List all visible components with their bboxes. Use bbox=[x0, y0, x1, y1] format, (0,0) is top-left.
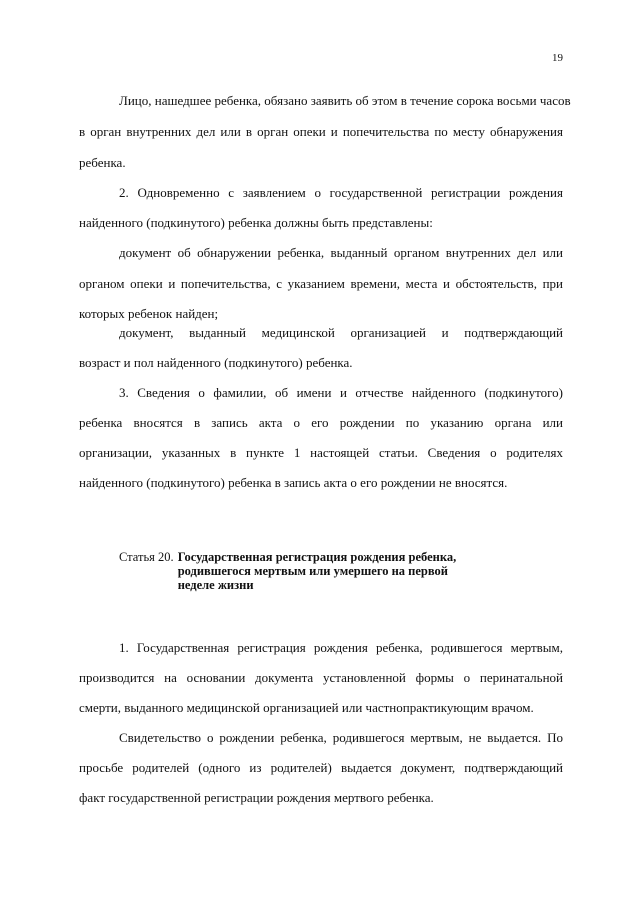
text-line: производится на основании документа установленной формы о перинатальной bbox=[79, 670, 563, 685]
article-number: Статья 20. bbox=[119, 550, 174, 564]
text-line: Свидетельство о рождении ребенка, родившегося мертвым, не выдается. По bbox=[119, 730, 563, 745]
article-title-line: Государственная регистрация рождения ребенка, bbox=[177, 550, 457, 564]
text-line: которых ребенок найден; bbox=[79, 306, 219, 321]
text-line: найденного (подкинутого) ребенка в запись акта о его рождении не вносятся. bbox=[79, 475, 508, 490]
article-title-line: неделе жизни bbox=[177, 578, 254, 592]
article-title-line: родившегося мертвым или умершего на первой bbox=[177, 564, 448, 578]
article-heading bbox=[119, 550, 456, 592]
text-line: факт государственной регистрации рождения мертвого ребенка. bbox=[79, 790, 434, 805]
text-line: возраст и пол найденного (подкинутого) ребенка. bbox=[79, 355, 353, 370]
text-line: органом опеки и попечительства, с указанием времени, места и обстоятельств, при bbox=[79, 276, 563, 291]
text-line: в орган внутренних дел или в орган опеки и попечительства по месту обнаружения bbox=[79, 124, 563, 139]
text-line: 1. Государственная регистрация рождения ребенка, родившегося мертвым, bbox=[119, 640, 563, 655]
text-line: документ об обнаружении ребенка, выданный органом внутренних дел или bbox=[119, 245, 563, 260]
text-line: найденного (подкинутого) ребенка должны быть представлены: bbox=[79, 215, 433, 230]
article-title bbox=[178, 550, 457, 592]
page-number: 19 bbox=[552, 52, 563, 64]
text-line: документ, выданный медицинской организацией и подтверждающий bbox=[119, 325, 563, 340]
text-line: ребенка вносятся в запись акта о его рождении по указанию органа или bbox=[79, 415, 563, 430]
text-line: просьбе родителей (одного из родителей) выдается документ, подтверждающий bbox=[79, 760, 563, 775]
text-line: смерти, выданного медицинской организацией или частнопрактикующим врачом. bbox=[79, 700, 534, 715]
text-line: 2. Одновременно с заявлением о государственной регистрации рождения bbox=[119, 185, 563, 200]
text-line: организации, указанных в пункте 1 настоящей статьи. Сведения о родителях bbox=[79, 445, 563, 460]
text-line: 3. Сведения о фамилии, об имени и отчестве найденного (подкинутого) bbox=[119, 385, 563, 400]
text-line: Лицо, нашедшее ребенка, обязано заявить об этом в течение сорока восьми часов bbox=[119, 93, 571, 108]
text-line: ребенка. bbox=[79, 155, 126, 170]
